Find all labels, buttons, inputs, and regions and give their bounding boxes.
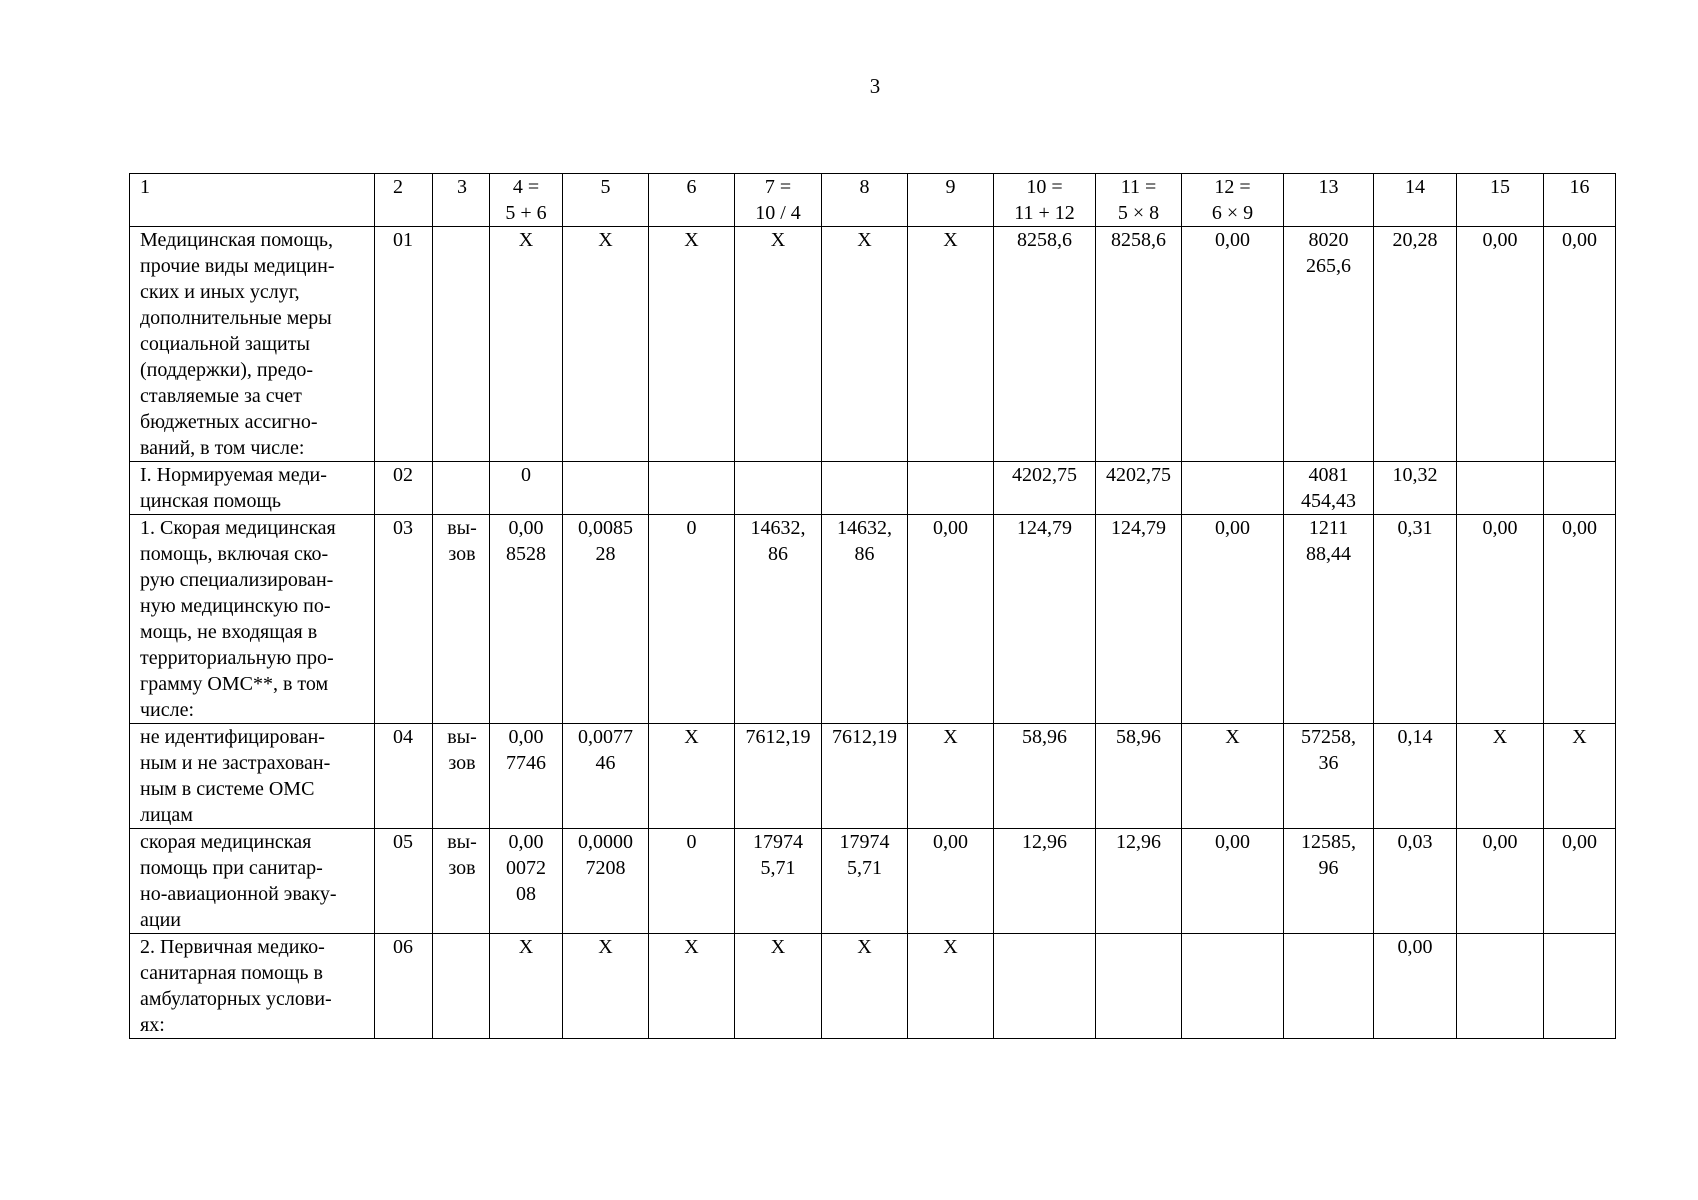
table-cell: 05 xyxy=(375,829,433,934)
table-cell xyxy=(1457,934,1544,1039)
table-cell: X xyxy=(490,934,563,1039)
table-cell: 0,0000 7208 xyxy=(563,829,649,934)
table-row xyxy=(130,829,1616,934)
header-cell: 5 xyxy=(563,174,649,227)
table-cell: 10,32 xyxy=(1374,462,1457,515)
table-cell: 4202,75 xyxy=(994,462,1096,515)
table-cell: 03 xyxy=(375,515,433,724)
table-cell: 0,03 xyxy=(1374,829,1457,934)
table-cell: 12585, 96 xyxy=(1284,829,1374,934)
table-cell: вы- зов xyxy=(433,724,490,829)
table-cell: X xyxy=(1457,724,1544,829)
table-row xyxy=(130,227,1616,462)
table-cell xyxy=(994,934,1096,1039)
table-cell: 0,0085 28 xyxy=(563,515,649,724)
table-cell: 06 xyxy=(375,934,433,1039)
row-label-cell: скорая медицинская помощь при санитар- но-авиационной эваку- ации xyxy=(130,829,375,934)
table-cell: X xyxy=(735,227,822,462)
table-cell xyxy=(908,462,994,515)
table-cell xyxy=(1182,462,1284,515)
header-cell: 13 xyxy=(1284,174,1374,227)
table-cell xyxy=(1182,934,1284,1039)
table-cell: 0,00 xyxy=(1182,227,1284,462)
table-cell: 0,00 xyxy=(1457,227,1544,462)
table-cell: 8258,6 xyxy=(994,227,1096,462)
row-label-cell: Медицинская помощь, прочие виды медицин- ских и иных услуг, дополнительные меры социальной защиты (поддержки), предо- ставляемые за счет бюджетных ассигно- ваний, в том числе: xyxy=(130,227,375,462)
header-cell: 3 xyxy=(433,174,490,227)
table-cell: вы- зов xyxy=(433,515,490,724)
table-cell: 58,96 xyxy=(1096,724,1182,829)
table-cell: 04 xyxy=(375,724,433,829)
table-cell: 0,00 xyxy=(1544,829,1616,934)
table-cell xyxy=(563,462,649,515)
table-cell: 7612,19 xyxy=(735,724,822,829)
header-cell: 11 = 5 × 8 xyxy=(1096,174,1182,227)
table-cell: X xyxy=(649,227,735,462)
data-table xyxy=(129,173,1616,1039)
header-cell: 4 = 5 + 6 xyxy=(490,174,563,227)
table-cell: 12,96 xyxy=(1096,829,1182,934)
table-cell: X xyxy=(1544,724,1616,829)
table-cell: X xyxy=(822,934,908,1039)
header-cell: 16 xyxy=(1544,174,1616,227)
table-cell: X xyxy=(735,934,822,1039)
table-cell: 124,79 xyxy=(1096,515,1182,724)
table-cell: 8020 265,6 xyxy=(1284,227,1374,462)
table-cell: 17974 5,71 xyxy=(822,829,908,934)
table-cell xyxy=(649,462,735,515)
table-header-row xyxy=(130,174,1616,227)
table-cell: 0,00 8528 xyxy=(490,515,563,724)
header-cell: 15 xyxy=(1457,174,1544,227)
table-cell xyxy=(822,462,908,515)
row-label-cell: не идентифицирован- ным и не застрахован- ным в системе ОМС лицам xyxy=(130,724,375,829)
table-cell: 12,96 xyxy=(994,829,1096,934)
table-cell: 0,00 xyxy=(1374,934,1457,1039)
header-cell: 9 xyxy=(908,174,994,227)
table-cell: X xyxy=(822,227,908,462)
table-cell: вы- зов xyxy=(433,829,490,934)
table-cell: 124,79 xyxy=(994,515,1096,724)
header-cell: 10 = 11 + 12 xyxy=(994,174,1096,227)
table-cell: 0 xyxy=(490,462,563,515)
table-cell xyxy=(433,934,490,1039)
table-cell: X xyxy=(1182,724,1284,829)
table-cell: 01 xyxy=(375,227,433,462)
header-cell: 7 = 10 / 4 xyxy=(735,174,822,227)
row-label-cell: 2. Первичная медико- санитарная помощь в амбулаторных услови- ях: xyxy=(130,934,375,1039)
table-cell: 0,00 xyxy=(1544,515,1616,724)
table-cell: 0,00 xyxy=(1457,515,1544,724)
table-cell: 0,14 xyxy=(1374,724,1457,829)
table-cell: 0,00 xyxy=(908,515,994,724)
table-cell: X xyxy=(563,227,649,462)
header-cell: 8 xyxy=(822,174,908,227)
table-cell: 17974 5,71 xyxy=(735,829,822,934)
table-cell: 8258,6 xyxy=(1096,227,1182,462)
table-cell: 0 xyxy=(649,515,735,724)
table-cell: 7612,19 xyxy=(822,724,908,829)
table-cell: X xyxy=(563,934,649,1039)
table-cell: X xyxy=(908,227,994,462)
table-cell xyxy=(1544,934,1616,1039)
table-cell: 4202,75 xyxy=(1096,462,1182,515)
table-cell: X xyxy=(490,227,563,462)
header-cell: 1 xyxy=(130,174,375,227)
table-cell: 20,28 xyxy=(1374,227,1457,462)
table-cell: 0,00 xyxy=(1182,829,1284,934)
table-cell: 14632, 86 xyxy=(822,515,908,724)
table-row xyxy=(130,724,1616,829)
header-cell: 2 xyxy=(375,174,433,227)
table-row xyxy=(130,934,1616,1039)
table-cell xyxy=(433,227,490,462)
table-cell: 0,31 xyxy=(1374,515,1457,724)
row-label-cell: I. Нормируемая меди- цинская помощь xyxy=(130,462,375,515)
table-cell: 0,00 0072 08 xyxy=(490,829,563,934)
table-cell: 14632, 86 xyxy=(735,515,822,724)
table-cell xyxy=(1457,462,1544,515)
table-cell: X xyxy=(649,724,735,829)
table-cell: 0,00 xyxy=(908,829,994,934)
row-label-cell: 1. Скорая медицинская помощь, включая ско- рую специализирован- ную медицинскую по- мощь, не входящая в территориальную про- грамму ОМС**, в том числе: xyxy=(130,515,375,724)
table-cell: X xyxy=(908,724,994,829)
table-cell: 0,00 xyxy=(1544,227,1616,462)
table-cell: X xyxy=(908,934,994,1039)
table-cell: 0 xyxy=(649,829,735,934)
table-cell: 4081 454,43 xyxy=(1284,462,1374,515)
table-cell xyxy=(735,462,822,515)
table-cell: 0,00 xyxy=(1182,515,1284,724)
table-cell xyxy=(1096,934,1182,1039)
table-cell xyxy=(433,462,490,515)
page-number: 3 xyxy=(869,74,881,98)
table-cell: 02 xyxy=(375,462,433,515)
header-cell: 14 xyxy=(1374,174,1457,227)
header-cell: 12 = 6 × 9 xyxy=(1182,174,1284,227)
table-cell: 1211 88,44 xyxy=(1284,515,1374,724)
table-row xyxy=(130,462,1616,515)
table-row xyxy=(130,515,1616,724)
header-cell: 6 xyxy=(649,174,735,227)
table-cell: 57258, 36 xyxy=(1284,724,1374,829)
table-cell: 0,00 xyxy=(1457,829,1544,934)
table-cell xyxy=(1284,934,1374,1039)
table-cell: X xyxy=(649,934,735,1039)
table-cell: 0,00 7746 xyxy=(490,724,563,829)
table-cell: 0,0077 46 xyxy=(563,724,649,829)
table-cell: 58,96 xyxy=(994,724,1096,829)
table-cell xyxy=(1544,462,1616,515)
